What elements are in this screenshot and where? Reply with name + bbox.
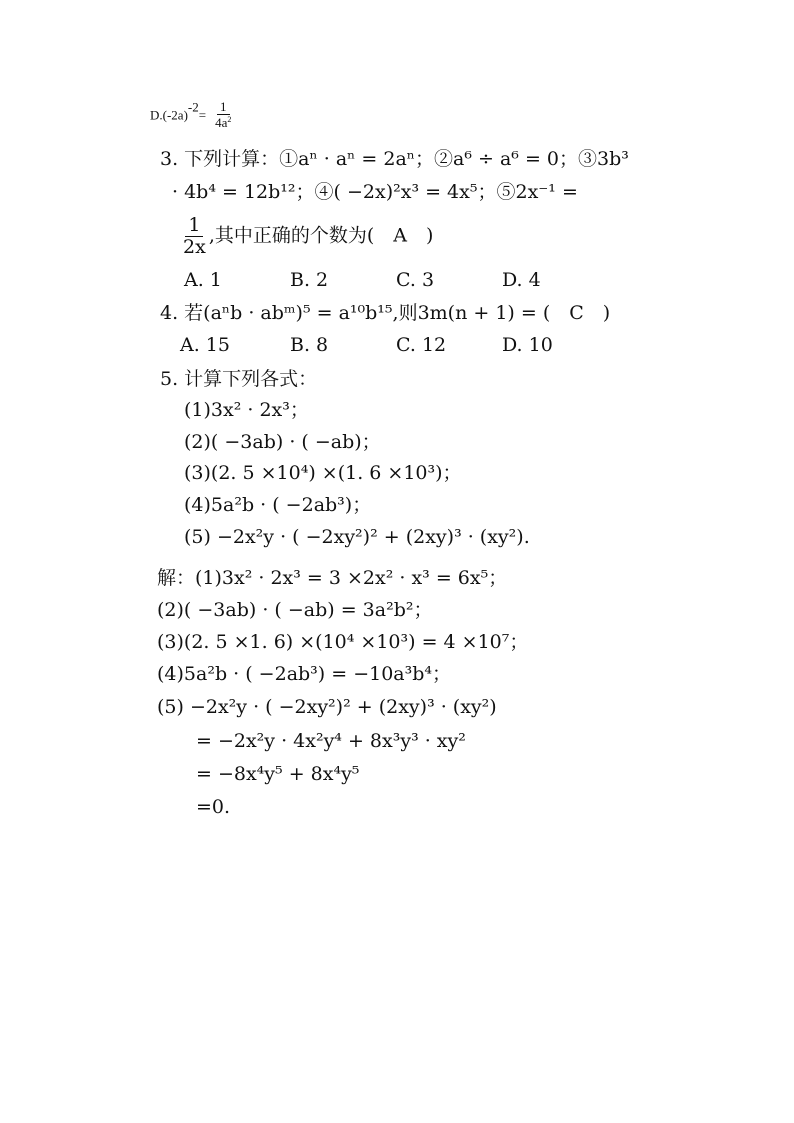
q5-item-1: (1)3x² · 2x³； xyxy=(184,399,309,421)
q3-frac-den: 2x xyxy=(183,236,206,258)
option-d-lead: D.(-2a) xyxy=(150,107,188,123)
solution-line-6: = −2x²y · 4x²y⁴ + 8x³y³ · xy² xyxy=(196,730,466,752)
q3-line3-text: ,其中正确的个数为( A ) xyxy=(208,224,434,247)
q3-line3 xyxy=(180,216,433,257)
q4-stem: 4. 若(aⁿb · abᵐ)⁵ = a¹⁰b¹⁵,则3m(n + 1) = ( C ) xyxy=(160,302,611,324)
q4-option-b: B. 8 xyxy=(290,334,329,356)
q5-item-4: (4)5a²b · ( −2ab³)； xyxy=(184,494,372,516)
q5-item-5: (5) −2x²y · ( −2xy²)² + (2xy)³ · (xy²). xyxy=(184,526,530,548)
q3-line2: · 4b⁴ = 12b¹²；④( −2x)²x³ = 4x⁵；⑤2x⁻¹ = xyxy=(172,181,578,203)
q3-fraction xyxy=(180,216,209,257)
q3-frac-num: 1 xyxy=(185,216,203,237)
solution-line-1: 解：(1)3x² · 2x³ = 3 ×2x² · x³ = 6x⁵； xyxy=(157,567,508,589)
solution-line-7: = −8x⁴y⁵ + 8x⁴y⁵ xyxy=(196,763,360,785)
option-d-frac-den xyxy=(212,115,234,129)
option-d-frac-den-base: 4a xyxy=(215,115,228,130)
option-d-frac-num: 1 xyxy=(217,100,230,115)
q3-line1: 3. 下列计算：①aⁿ · aⁿ = 2aⁿ；②a⁶ ÷ a⁶ = 0；③3b³ xyxy=(160,148,629,170)
q4-option-d: D. 10 xyxy=(502,334,553,356)
option-d-line xyxy=(150,100,234,129)
q4-option-a: A. 15 xyxy=(180,334,230,356)
q4-option-c: C. 12 xyxy=(396,334,447,356)
option-d-exp: -2 xyxy=(187,99,199,115)
solution-line-4: (4)5a²b · ( −2ab³) = −10a³b⁴； xyxy=(157,663,452,685)
solution-line-3: (3)(2. 5 ×1. 6) ×(10⁴ ×10³) = 4 ×10⁷； xyxy=(157,631,529,653)
q3-option-c: C. 3 xyxy=(396,269,435,291)
q3-option-a: A. 1 xyxy=(184,269,222,291)
solution-line-5: (5) −2x²y · ( −2xy²)² + (2xy)³ · (xy²) xyxy=(157,696,497,718)
q5-stem: 5. 计算下列各式： xyxy=(160,368,318,390)
q3-option-d: D. 4 xyxy=(502,269,541,291)
option-d-fraction xyxy=(212,100,234,129)
q3-option-b: B. 2 xyxy=(290,269,329,291)
solution-line-8: =0. xyxy=(196,796,231,818)
option-d-eq: = xyxy=(198,107,207,123)
q5-item-2: (2)( −3ab) · ( −ab)； xyxy=(184,431,381,453)
q5-item-3: (3)(2. 5 ×10⁴) ×(1. 6 ×10³)； xyxy=(184,462,462,484)
option-d-frac-den-exp: 2 xyxy=(227,115,232,125)
solution-line-2: (2)( −3ab) · ( −ab) = 3a²b²； xyxy=(157,599,433,621)
